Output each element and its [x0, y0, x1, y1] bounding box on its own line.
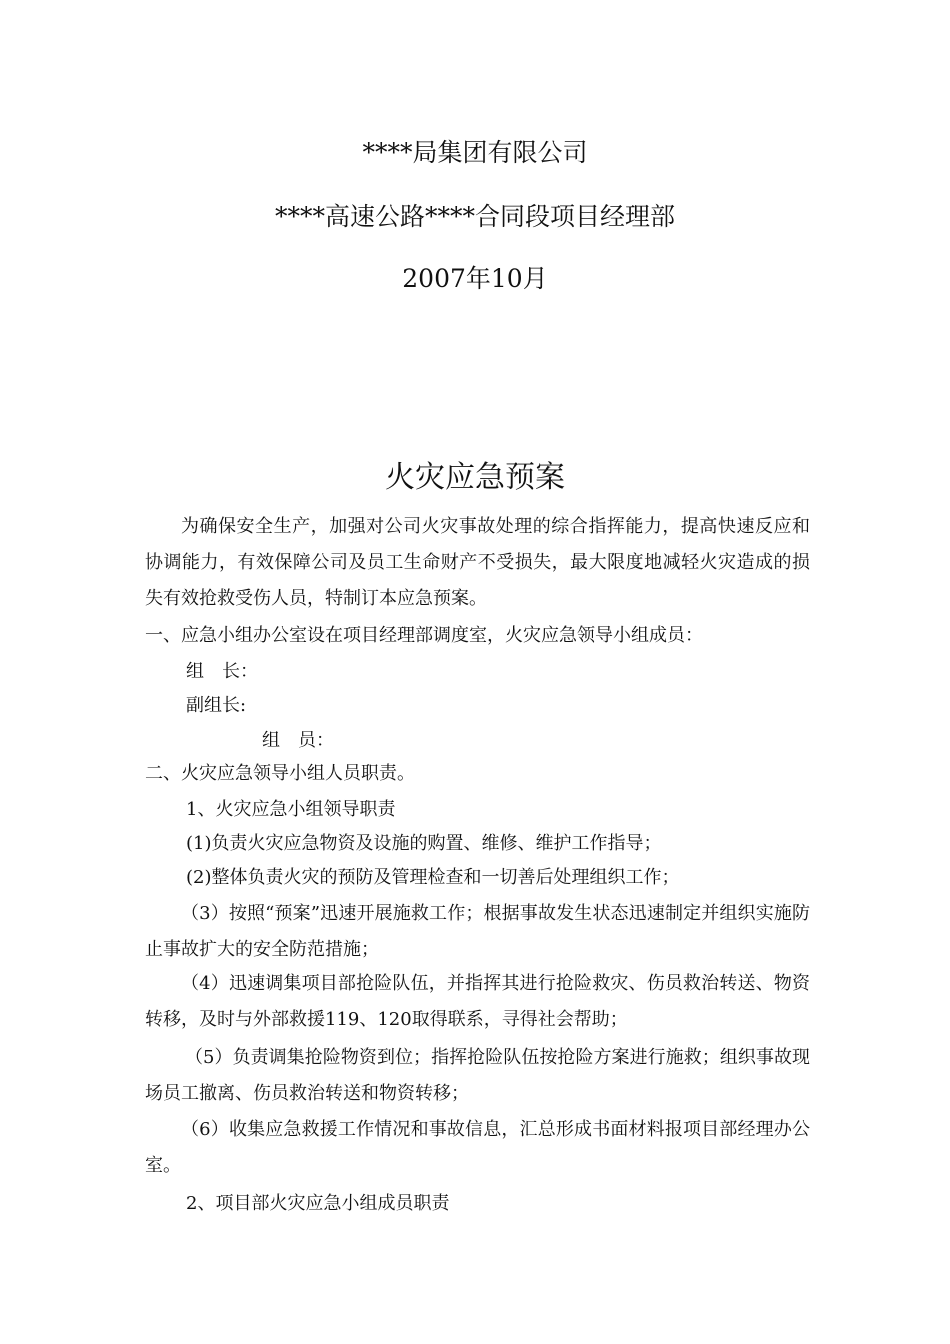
document-date: 2007年10月 [402, 264, 548, 293]
subsection2-heading: 2、项目部火灾应急小组成员职责 [186, 1193, 450, 1214]
intro-paragraph: 为确保安全生产，加强对公司火灾事故处理的综合指挥能力，提高快速反应和协调能力，有效保障公司及员工生命财产不受损失，最大限度地减轻火灾造成的损失有效抢救受伤人员，特制订本应急预案。 [145, 516, 810, 609]
department-name: ****高速公路****合同段项目经理部 [274, 202, 675, 231]
subsection1-heading: 1、火灾应急小组领导职责 [186, 799, 396, 820]
leader-label: 组 长： [186, 661, 258, 682]
duty-item: （4）迅速调集项目部抢险队伍，并指挥其进行抢险救灾、伤员救治转送、物资转移，及时与外部救援119、120取得联系，寻得社会帮助； [145, 973, 810, 1030]
duty-item: （5）负责调集抢险物资到位；指挥抢险队伍按抢险方案进行施救；组织事故现场员工撤离、伤员救治转送和物资转移； [145, 1047, 810, 1104]
section1-heading: 一、应急小组办公室设在项目经理部调度室，火灾应急领导小组成员： [145, 625, 703, 646]
deputy-leader-label: 副组长: [186, 695, 247, 716]
section2-heading: 二、火灾应急领导小组人员职责。 [145, 763, 415, 784]
document-title: 火灾应急预案 [385, 460, 565, 495]
duty-item: （6）收集应急救援工作情况和事故信息，汇总形成书面材料报项目部经理办公室。 [145, 1119, 810, 1176]
duty-item: (2)整体负责火灾的预防及管理检查和一切善后处理组织工作； [186, 867, 680, 888]
duty-item: （3）按照“预案”迅速开展施救工作；根据事故发生状态迅速制定并组织实施防止事故扩大的安全防范措施； [145, 903, 810, 960]
members-label: 组 员： [262, 730, 334, 751]
duty-item: (1)负责火灾应急物资及设施的购置、维修、维护工作指导； [186, 833, 662, 854]
company-name: ****局集团有限公司 [362, 138, 588, 167]
